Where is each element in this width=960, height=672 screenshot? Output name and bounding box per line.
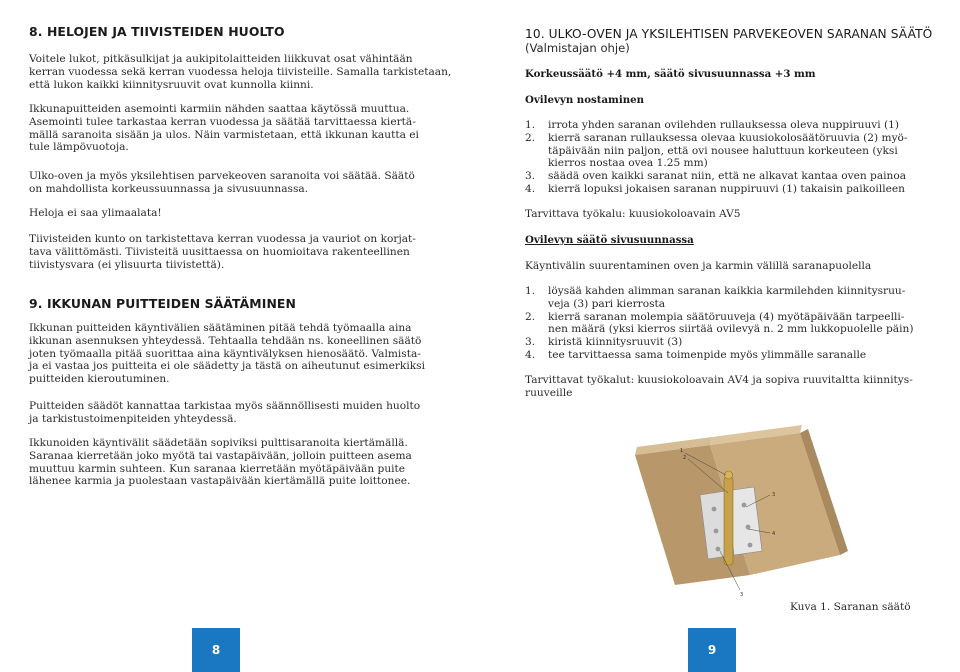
step-number: 1.	[525, 285, 536, 297]
section-9-paragraph-turning: Ikkunoiden käyntivälit säädetään sopiviksi pulttisaranoita kiertämällä. Saranaa kierretään joko myötä tai vastapäivään, jolloin puitteen asema muuttuu karmin suhteen. Kun saranaa kierretään myötäpäivään puite lähenee karmia ja puolestaan vastapäivään kiertämällä puite loittonee.	[29, 437, 412, 488]
step-number: 3.	[525, 336, 536, 349]
right-page	[480, 0, 960, 672]
step-text: kierrä saranan rullauksessa olevaa kuusiokolosäätöruuvia (2) myö- täpäivään niin paljon, että ovi nousee haluttuun korkeuteen (yksi kierros nostaa ovea 1.25 mm)	[548, 131, 908, 170]
side-adjustment-steps	[525, 285, 945, 362]
step-text: tee tarvittaessa sama toimenpide myös ylimmälle saranalle	[548, 348, 867, 361]
section-9-paragraph-clearance: Ikkunan puitteiden käyntivälien säätäminen pitää tehdä työmaalla aina ikkunan asennuksen yhteydessä. Tehtaalla tehdään ns. koneellinen säätö joten työmaalla pitää suorittaa aina käyntivälyksen hienosäätö. Valmista- ja ei vastaa jos puitteita ei ole säädetty ja tästä on aiheutunut esimerkiksi puitteiden kieroutuminen.	[29, 322, 425, 386]
callout-label: 2	[683, 455, 687, 461]
hinge-illustration	[630, 425, 850, 605]
page-number-8: 8	[192, 628, 240, 672]
screw	[746, 525, 751, 530]
step-text: löysää kahden alimman saranan kaikkia karmilehden kiinnitysruu- veja (3) pari kierrosta	[548, 285, 906, 310]
raise-step	[525, 132, 945, 170]
step-number: 2.	[525, 310, 536, 323]
screw	[716, 547, 721, 552]
step-text: kiristä kiinnitysruuvit (3)	[548, 336, 683, 349]
section-8-paragraph-door-hinges: Ulko-oven ja myös yksilehtisen parvekeoven saranoita voi säätää. Säätö on mahdollista korkeussuunnassa ja sivusuunnassa.	[29, 170, 415, 195]
required-tools-text: Tarvittavat työkalut: kuusiokoloavain AV4 ja sopiva ruuvitaltta kiinnitys- ruuveille	[525, 374, 913, 399]
callout-label: 3	[740, 592, 744, 598]
required-tool-text: Tarvittava työkalu: kuusiokoloavain AV5	[525, 208, 741, 220]
raise-step	[525, 170, 945, 183]
side-adjustment-intro: Käyntivälin suurentaminen oven ja karmin välillä saranapuolella	[525, 260, 872, 272]
section-8-paragraph-seals: Tiivisteiden kunto on tarkistettava kerran vuodessa ja vauriot on korjat- tava välittömästi. Tiivisteitä uusittaessa on huomioitava rakenteellinen tiivistysvara (ei ylisuurta tiivistettä).	[29, 233, 416, 271]
step-number: 4.	[525, 348, 536, 361]
hinge-knuckle	[724, 477, 733, 565]
step-text: kierrä lopuksi jokaisen saranan nuppiruuvi (1) takaisin paikoilleen	[548, 182, 905, 195]
screw	[742, 503, 747, 508]
step-text: kierrä saranan molempia säätöruuveja (4) myötäpäivään tarpeelli- nen määrä (yksi kierros siirtää ovilevyä n. 2 mm lukkopuolelle päin)	[548, 310, 914, 336]
callout-label: 4	[772, 531, 776, 537]
section-10-heading: 10. ULKO-OVEN JA YKSILEHTISEN PARVEKEOVEN SARANAN SÄÄTÖ	[525, 27, 933, 41]
step-number: 1.	[525, 119, 536, 131]
side-adjustment-title: Ovilevyn säätö sivusuunnassa	[525, 234, 694, 246]
figure-caption: Kuva 1. Saranan säätö	[790, 601, 911, 613]
page-number-9: 9	[688, 628, 736, 672]
step-number: 2.	[525, 131, 536, 144]
section-10-subheading: (Valmistajan ohje)	[525, 41, 630, 55]
section-9-paragraph-checks: Puitteiden säädöt kannattaa tarkistaa myös säännöllisesti muiden huolto ja tarkistustoimenpiteiden yhteydessä.	[29, 400, 421, 425]
height-adjustment-label: Korkeussäätö +4 mm, säätö sivusuunnassa +3 mm	[525, 68, 816, 80]
side-step	[525, 336, 945, 349]
callout-label: 1	[680, 448, 684, 454]
screw	[714, 529, 719, 534]
step-number: 4.	[525, 182, 536, 195]
step-text: irrota yhden saranan ovilehden rullauksessa oleva nuppiruuvi (1)	[548, 119, 900, 131]
side-step	[525, 349, 945, 362]
screw	[712, 507, 717, 512]
screw	[748, 543, 753, 548]
section-8-paragraph-no-paint: Heloja ei saa ylimaalata!	[29, 207, 162, 219]
side-step	[525, 311, 945, 337]
section-9-heading: 9. IKKUNAN PUITTEIDEN SÄÄTÄMINEN	[29, 296, 296, 311]
raise-step	[525, 183, 945, 196]
section-8-heading: 8. HELOJEN JA TIIVISTEIDEN HUOLTO	[29, 24, 285, 39]
step-number: 3.	[525, 170, 536, 183]
side-step	[525, 285, 945, 311]
step-text: säädä oven kaikki saranat niin, että ne alkavat kantaa oven painoa	[548, 170, 907, 183]
raise-step	[525, 119, 945, 132]
raise-door-title: Ovilevyn nostaminen	[525, 94, 644, 106]
section-8-paragraph-lubrication: Voitele lukot, pitkäsulkijat ja aukipitolaitteiden liikkuvat osat vähintään kerran vuodessa sekä kerran vuodessa heloja tiivisteille. Samalla tarkistetaan, että lukon kaikki kiinnitysruuvit ovat kunnolla kiinni.	[29, 53, 452, 91]
raise-door-steps	[525, 119, 945, 196]
section-8-paragraph-positioning: Ikkunapuitteiden asemointi karmiin nähden saattaa käytössä muuttua. Asemointi tulee tarkastaa kerran vuodessa ja säätää tarvittaessa kiertä- mällä saranoita sisään ja ulos. Näin varmistetaan, että ikkunan kautta ei tule lämpövuotoja.	[29, 103, 419, 154]
callout-label: 3	[772, 492, 776, 498]
